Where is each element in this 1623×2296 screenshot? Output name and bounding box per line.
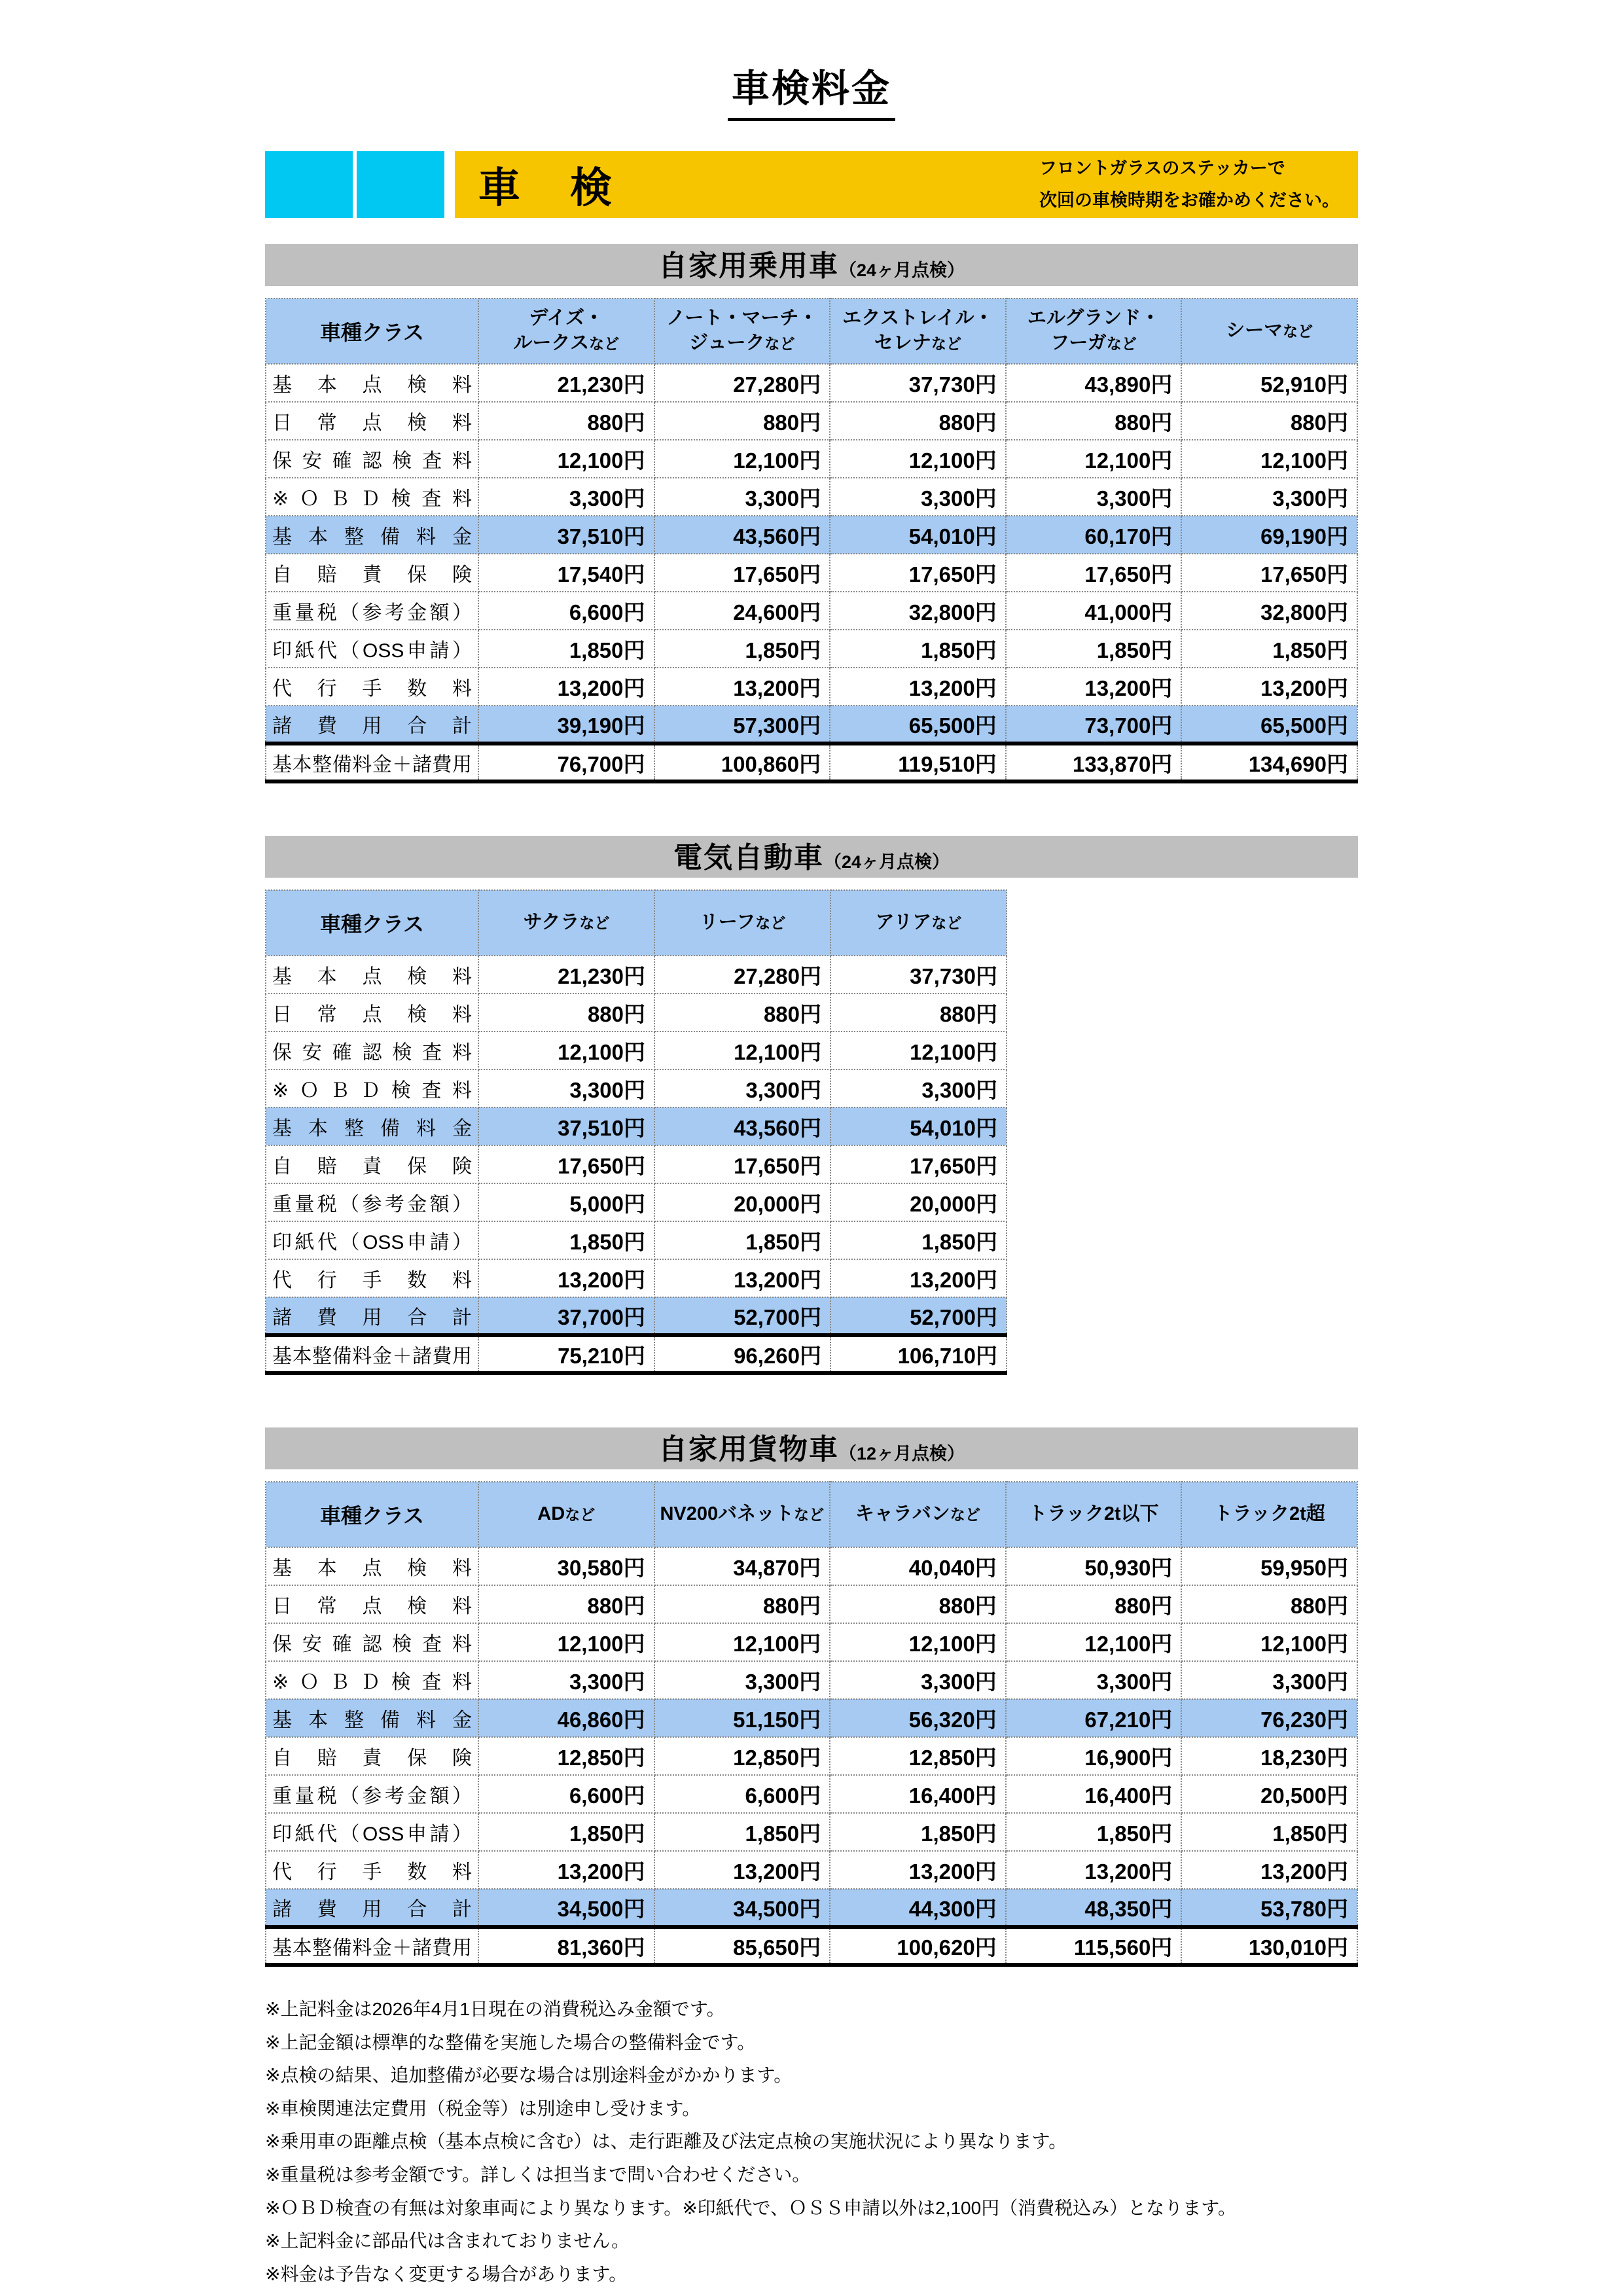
nado-suffix: など: [1106, 335, 1137, 352]
price-cell: 12,100円: [478, 1031, 654, 1069]
price-cell: 106,710円: [830, 1335, 1007, 1373]
row-label: 保安確認検査料: [266, 1031, 478, 1069]
price-cell: 3,300円: [478, 1069, 654, 1107]
price-cell: 3,300円: [1006, 478, 1182, 516]
nado-suffix: など: [579, 914, 610, 932]
row-label: 基本点検料: [266, 956, 478, 994]
price-cell: 880円: [654, 994, 830, 1031]
column-header-line: エクストレイル・: [842, 308, 993, 329]
price-cell: 12,100円: [654, 440, 830, 478]
table-row: [266, 1813, 1357, 1851]
column-header-line: リーフなど: [699, 912, 786, 933]
band-gap: [444, 151, 455, 218]
price-cell: 50,930円: [1006, 1547, 1182, 1585]
price-cell: 133,870円: [1006, 744, 1182, 781]
column-header: [1181, 1482, 1357, 1547]
price-cell: 3,300円: [830, 478, 1006, 516]
cyan-block-2: [357, 151, 444, 218]
price-cell: 1,850円: [478, 630, 654, 668]
footnote-line: ※点検の結果、追加整備が必要な場合は別途料金がかかります。: [265, 2065, 793, 2086]
price-cell: 37,730円: [830, 956, 1007, 994]
price-cell: 54,010円: [830, 1107, 1007, 1145]
price-cell: 13,200円: [830, 668, 1006, 706]
price-cell: 13,200円: [654, 668, 830, 706]
price-cell: 12,850円: [830, 1737, 1006, 1775]
price-cell: 12,100円: [1181, 440, 1357, 478]
price-cell: 3,300円: [478, 478, 654, 516]
nado-suffix: など: [794, 1506, 825, 1524]
price-cell: 880円: [478, 994, 654, 1031]
row-label: 自賠責保険: [266, 1145, 478, 1183]
column-header: [1006, 298, 1182, 364]
price-cell: 13,200円: [1006, 668, 1182, 706]
price-cell: 5,000円: [478, 1183, 654, 1221]
column-header-line: ADなど: [537, 1503, 596, 1525]
price-cell: 3,300円: [654, 478, 830, 516]
table-row: [266, 1031, 1007, 1069]
price-cell: 880円: [478, 1585, 654, 1623]
column-header: [478, 298, 654, 364]
row-label: 保安確認検査料: [266, 1623, 478, 1661]
price-cell: 17,650円: [478, 1145, 654, 1183]
price-cell: 65,500円: [1181, 706, 1357, 744]
corner-cell: 車種クラス: [266, 890, 478, 956]
price-cell: 17,650円: [654, 1145, 830, 1183]
footnote-line: ※上記料金は2026年4月1日現在の消費税込み金額です。: [265, 1999, 725, 2019]
price-cell: 17,650円: [1006, 554, 1182, 592]
row-label: 諸費用合計: [266, 1297, 478, 1335]
price-cell: 130,010円: [1181, 1927, 1357, 1965]
price-cell: 3,300円: [654, 1661, 830, 1699]
table-row: [266, 1623, 1357, 1661]
footnote-line: ※料金は予告なく変更する場合があります。: [265, 2263, 628, 2284]
price-cell: 6,600円: [654, 1775, 830, 1813]
column-header: [478, 1482, 654, 1547]
price-cell: 13,200円: [478, 1259, 654, 1297]
price-cell: 1,850円: [478, 1813, 654, 1851]
price-cell: 13,200円: [1006, 1851, 1182, 1889]
price-cell: 13,200円: [830, 1259, 1007, 1297]
price-cell: 34,870円: [654, 1547, 830, 1585]
price-cell: 1,850円: [478, 1221, 654, 1259]
row-label: 諸費用合計: [266, 1889, 478, 1927]
price-cell: 1,850円: [654, 1813, 830, 1851]
row-label: 日常点検料: [266, 994, 478, 1031]
table-row: [266, 1927, 1357, 1965]
price-cell: 75,210円: [478, 1335, 654, 1373]
price-cell: 51,150円: [654, 1699, 830, 1737]
price-cell: 12,100円: [830, 440, 1006, 478]
price-cell: 20,000円: [830, 1183, 1007, 1221]
price-cell: 1,850円: [830, 1813, 1006, 1851]
nado-suffix: など: [764, 335, 795, 352]
price-cell: 13,200円: [1181, 1851, 1357, 1889]
column-header-line: ルークスなど: [513, 332, 620, 353]
nado-suffix: など: [950, 1506, 980, 1524]
table-row: [266, 1297, 1007, 1335]
price-cell: 16,400円: [1006, 1775, 1182, 1813]
row-label: 重量税（参考金額）: [266, 1775, 478, 1813]
price-cell: 880円: [1181, 1585, 1357, 1623]
section-band: [265, 836, 1358, 878]
column-header: [478, 890, 654, 956]
column-header: [654, 1482, 830, 1547]
price-cell: 3,300円: [1006, 1661, 1182, 1699]
section-title: 自家用貨物車: [658, 1433, 839, 1465]
price-cell: 24,600円: [654, 592, 830, 630]
footnote-line: ※車検関連法定費用（税金等）は別途申し受けます。: [265, 2098, 701, 2119]
column-header: [654, 298, 830, 364]
price-cell: 1,850円: [830, 1221, 1007, 1259]
column-header-line: デイズ・: [529, 308, 604, 329]
table-row: [266, 1889, 1357, 1927]
table-row: [266, 1737, 1357, 1775]
price-cell: 6,600円: [478, 592, 654, 630]
section-band: [265, 244, 1358, 286]
yellow-band: [455, 151, 1358, 218]
price-cell: 43,560円: [654, 1107, 830, 1145]
table-row: [266, 1661, 1357, 1699]
nado-suffix: など: [565, 1506, 596, 1524]
table-row: [266, 744, 1357, 781]
price-cell: 12,100円: [478, 440, 654, 478]
price-cell: 85,650円: [654, 1927, 830, 1965]
price-cell: 3,300円: [830, 1661, 1006, 1699]
price-cell: 100,860円: [654, 744, 830, 781]
row-label: 印紙代（OSS申請）: [266, 630, 478, 668]
price-cell: 46,860円: [478, 1699, 654, 1737]
table-row: [266, 440, 1357, 478]
table-row: [266, 1145, 1007, 1183]
column-header-line: NV200バネットなど: [660, 1503, 825, 1525]
column-header: [830, 1482, 1006, 1547]
banner-note: [1039, 152, 1358, 216]
column-header-line: ノート・マーチ・: [666, 308, 818, 329]
row-label: 基本整備料金: [266, 516, 478, 554]
row-label: 基本点検料: [266, 1547, 478, 1585]
price-cell: 1,850円: [1181, 1813, 1357, 1851]
row-label: 基本整備料金＋諸費用: [266, 744, 478, 781]
price-cell: 27,280円: [654, 956, 830, 994]
row-label: 基本整備料金: [266, 1107, 478, 1145]
table-row: [266, 1547, 1357, 1585]
row-label: 基本整備料金: [266, 1699, 478, 1737]
row-label: 重量税（参考金額）: [266, 592, 478, 630]
footnote-line: ※重量税は参考金額です。詳しくは担当まで問い合わせください。: [265, 2164, 811, 2185]
nado-suffix: など: [1283, 323, 1313, 340]
footnote-line: ※乗用車の距離点検（基本点検に含む）は、走行距離及び法定点検の実施状況により異なります。: [265, 2131, 1067, 2152]
price-cell: 17,650円: [654, 554, 830, 592]
corner-cell: 車種クラス: [266, 1482, 478, 1547]
table-row: [266, 706, 1357, 744]
table-row: [266, 364, 1357, 402]
price-cell: 13,200円: [654, 1259, 830, 1297]
table-row: [266, 1183, 1007, 1221]
price-table: [265, 1481, 1358, 1967]
price-cell: 12,100円: [654, 1031, 830, 1069]
row-label: 基本点検料: [266, 364, 478, 402]
footnote-line: ※ＯＢＤ検査の有無は対象車両により異なります。※印紙代で、ＯＳＳ申請以外は2,100円（消費税込み）となります。: [265, 2197, 1236, 2218]
price-cell: 81,360円: [478, 1927, 654, 1965]
price-cell: 12,100円: [830, 1623, 1006, 1661]
price-cell: 1,850円: [654, 1221, 830, 1259]
table-row: [266, 554, 1357, 592]
table-row: [266, 1069, 1007, 1107]
price-cell: 40,040円: [830, 1547, 1006, 1585]
column-header-line: トラック2t以下: [1028, 1503, 1159, 1525]
price-cell: 880円: [1181, 402, 1357, 440]
price-cell: 17,540円: [478, 554, 654, 592]
page-content: [265, 0, 1358, 2285]
price-cell: 3,300円: [1181, 478, 1357, 516]
banner-note-line-1: フロントガラスのステッカーで: [1039, 158, 1285, 179]
price-cell: 27,280円: [654, 364, 830, 402]
price-cell: 53,780円: [1181, 1889, 1357, 1927]
price-cell: 3,300円: [478, 1661, 654, 1699]
price-cell: 880円: [830, 402, 1006, 440]
column-header-line: トラック2t超: [1213, 1503, 1325, 1525]
price-cell: 60,170円: [1006, 516, 1182, 554]
price-cell: 100,620円: [830, 1927, 1006, 1965]
price-cell: 20,000円: [654, 1183, 830, 1221]
price-cell: 96,260円: [654, 1335, 830, 1373]
row-label: 日常点検料: [266, 1585, 478, 1623]
column-header-line: サクラなど: [523, 912, 610, 933]
price-cell: 880円: [830, 1585, 1006, 1623]
banner-note-line-2: 次回の車検時期をお確かめください。: [1039, 190, 1340, 210]
price-cell: 17,650円: [1181, 554, 1357, 592]
row-label: 諸費用合計: [266, 706, 478, 744]
column-header: [1006, 1482, 1182, 1547]
price-cell: 13,200円: [478, 1851, 654, 1889]
price-cell: 65,500円: [830, 706, 1006, 744]
price-cell: 1,850円: [1006, 630, 1182, 668]
price-cell: 119,510円: [830, 744, 1006, 781]
section-subtitle: （24ヶ月点検）: [838, 260, 965, 280]
price-cell: 56,320円: [830, 1699, 1006, 1737]
row-label: 基本整備料金＋諸費用: [266, 1927, 478, 1965]
price-cell: 13,200円: [478, 668, 654, 706]
price-cell: 17,650円: [830, 1145, 1007, 1183]
price-cell: 59,950円: [1181, 1547, 1357, 1585]
price-cell: 880円: [830, 994, 1007, 1031]
price-cell: 37,700円: [478, 1297, 654, 1335]
price-cell: 12,100円: [830, 1031, 1007, 1069]
table-row: [266, 1851, 1357, 1889]
column-header-line: シーマなど: [1226, 320, 1313, 342]
section-subtitle: （24ヶ月点検）: [823, 852, 950, 872]
price-cell: 37,730円: [830, 364, 1006, 402]
row-label: 代行手数料: [266, 1851, 478, 1889]
price-cell: 13,200円: [1181, 668, 1357, 706]
price-cell: 880円: [654, 1585, 830, 1623]
row-label: 自賠責保険: [266, 1737, 478, 1775]
price-cell: 34,500円: [478, 1889, 654, 1927]
footnote-line: ※上記料金に部品代は含まれておりません。: [265, 2231, 630, 2251]
price-cell: 52,700円: [830, 1297, 1007, 1335]
table-row: [266, 1335, 1007, 1373]
price-cell: 48,350円: [1006, 1889, 1182, 1927]
column-header-line: アリアなど: [875, 912, 962, 933]
row-label: ※ＯＢＤ検査料: [266, 478, 478, 516]
table-row: [266, 956, 1007, 994]
page-title-wrap: [265, 58, 1358, 121]
table-header-row: [266, 1482, 1357, 1547]
column-header: [830, 298, 1006, 364]
row-label: 代行手数料: [266, 1259, 478, 1297]
price-cell: 1,850円: [654, 630, 830, 668]
price-cell: 12,100円: [478, 1623, 654, 1661]
price-cell: 1,850円: [1181, 630, 1357, 668]
column-header-line: キャラバンなど: [855, 1503, 980, 1525]
price-cell: 52,910円: [1181, 364, 1357, 402]
table-row: [266, 1775, 1357, 1813]
price-table: [265, 889, 1007, 1375]
price-cell: 17,650円: [830, 554, 1006, 592]
price-cell: 43,560円: [654, 516, 830, 554]
price-cell: 115,560円: [1006, 1927, 1182, 1965]
nado-suffix: など: [931, 914, 962, 932]
price-cell: 12,100円: [1181, 1623, 1357, 1661]
table-row: [266, 668, 1357, 706]
table-header-row: [266, 298, 1357, 364]
price-cell: 1,850円: [830, 630, 1006, 668]
price-cell: 880円: [654, 402, 830, 440]
price-cell: 880円: [1006, 402, 1182, 440]
price-cell: 12,100円: [1006, 440, 1182, 478]
price-cell: 12,100円: [654, 1623, 830, 1661]
column-header: [654, 890, 830, 956]
nado-suffix: など: [755, 914, 786, 932]
section-band: [265, 1427, 1358, 1469]
section-title: 電気自動車: [673, 842, 824, 874]
table-row: [266, 402, 1357, 440]
price-cell: 39,190円: [478, 706, 654, 744]
price-cell: 13,200円: [654, 1851, 830, 1889]
shaken-banner: [265, 151, 1358, 218]
price-cell: 67,210円: [1006, 1699, 1182, 1737]
row-label: 代行手数料: [266, 668, 478, 706]
price-cell: 73,700円: [1006, 706, 1182, 744]
row-label: 日常点検料: [266, 402, 478, 440]
table-header-row: [266, 890, 1007, 956]
price-cell: 76,700円: [478, 744, 654, 781]
price-cell: 880円: [478, 402, 654, 440]
section-subtitle: （12ヶ月点検）: [838, 1443, 965, 1463]
price-cell: 37,510円: [478, 1107, 654, 1145]
cyan-block-1: [265, 151, 353, 218]
banner-label: 車 検: [478, 164, 616, 211]
price-cell: 32,800円: [1181, 592, 1357, 630]
price-cell: 20,500円: [1181, 1775, 1357, 1813]
price-cell: 32,800円: [830, 592, 1006, 630]
price-cell: 12,100円: [1006, 1623, 1182, 1661]
footnote-line: ※上記金額は標準的な整備を実施した場合の整備料金です。: [265, 2032, 756, 2053]
row-label: 印紙代（OSS申請）: [266, 1813, 478, 1851]
price-cell: 37,510円: [478, 516, 654, 554]
price-cell: 21,230円: [478, 956, 654, 994]
table-row: [266, 516, 1357, 554]
table-row: [266, 994, 1007, 1031]
price-cell: 30,580円: [478, 1547, 654, 1585]
price-cell: 12,850円: [654, 1737, 830, 1775]
row-label: ※ＯＢＤ検査料: [266, 1661, 478, 1699]
price-cell: 21,230円: [478, 364, 654, 402]
price-cell: 57,300円: [654, 706, 830, 744]
price-cell: 43,890円: [1006, 364, 1182, 402]
price-cell: 18,230円: [1181, 1737, 1357, 1775]
row-label: 基本整備料金＋諸費用: [266, 1335, 478, 1373]
price-cell: 3,300円: [1181, 1661, 1357, 1699]
column-header: [1181, 298, 1357, 364]
price-table: [265, 298, 1358, 783]
row-label: 印紙代（OSS申請）: [266, 1221, 478, 1259]
table-row: [266, 1259, 1007, 1297]
price-cell: 54,010円: [830, 516, 1006, 554]
price-cell: 16,900円: [1006, 1737, 1182, 1775]
row-label: ※ＯＢＤ検査料: [266, 1069, 478, 1107]
footnotes: [265, 1998, 1358, 2285]
table-row: [266, 630, 1357, 668]
price-cell: 16,400円: [830, 1775, 1006, 1813]
price-cell: 3,300円: [830, 1069, 1007, 1107]
column-header-line: セレナなど: [874, 332, 961, 353]
price-cell: 41,000円: [1006, 592, 1182, 630]
column-header-line: フーガなど: [1050, 332, 1137, 353]
price-cell: 880円: [1006, 1585, 1182, 1623]
table-row: [266, 1585, 1357, 1623]
table-row: [266, 1699, 1357, 1737]
price-cell: 34,500円: [654, 1889, 830, 1927]
column-header-line: ジュークなど: [689, 332, 795, 353]
price-cell: 134,690円: [1181, 744, 1357, 781]
row-label: 保安確認検査料: [266, 440, 478, 478]
row-label: 自賠責保険: [266, 554, 478, 592]
corner-cell: 車種クラス: [266, 298, 478, 364]
price-cell: 13,200円: [830, 1851, 1006, 1889]
price-cell: 44,300円: [830, 1889, 1006, 1927]
price-cell: 6,600円: [478, 1775, 654, 1813]
nado-suffix: など: [931, 335, 961, 352]
table-row: [266, 592, 1357, 630]
column-header-line: エルグランド・: [1027, 308, 1160, 329]
price-cell: 69,190円: [1181, 516, 1357, 554]
price-cell: 76,230円: [1181, 1699, 1357, 1737]
section-title: 自家用乗用車: [658, 250, 839, 282]
table-row: [266, 478, 1357, 516]
table-row: [266, 1107, 1007, 1145]
price-sections: [265, 244, 1358, 1967]
row-label: 重量税（参考金額）: [266, 1183, 478, 1221]
price-cell: 3,300円: [654, 1069, 830, 1107]
column-header: [830, 890, 1007, 956]
page-title: 車検料金: [728, 58, 895, 121]
nado-suffix: など: [589, 335, 620, 352]
table-row: [266, 1221, 1007, 1259]
price-cell: 52,700円: [654, 1297, 830, 1335]
price-cell: 12,850円: [478, 1737, 654, 1775]
price-cell: 1,850円: [1006, 1813, 1182, 1851]
